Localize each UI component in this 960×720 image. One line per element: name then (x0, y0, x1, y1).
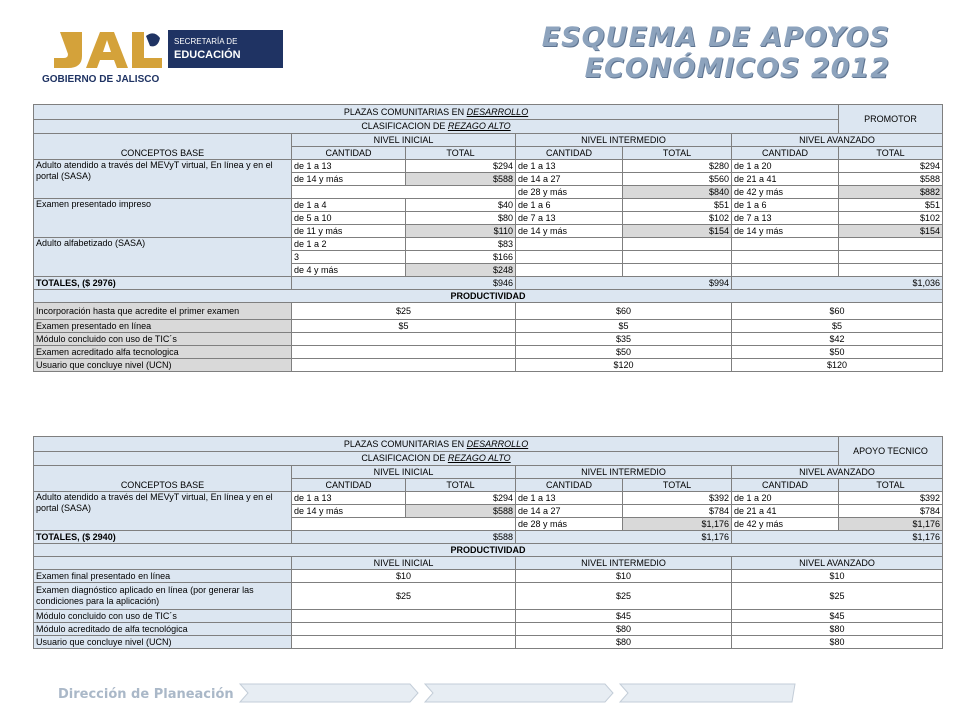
total-intermedio: $994 (516, 277, 732, 290)
table-cell: $51 (623, 199, 732, 212)
table-cell: de 1 a 6 (516, 199, 623, 212)
totals-row (34, 531, 943, 544)
table-cell: $102 (839, 212, 943, 225)
table-row (34, 570, 943, 583)
table-cell: Módulo acreditado de alfa tecnológica (34, 623, 292, 636)
logo-gobierno: GOBIERNO DE JALISCO (42, 74, 160, 85)
table-cell (623, 238, 732, 251)
table-cell: $60 (732, 303, 943, 320)
table-cell: Incorporación hasta que acredite el primer examen (34, 303, 292, 320)
table-cell: $80 (516, 636, 732, 649)
table-cell: $51 (839, 199, 943, 212)
table-cell: de 14 y más (732, 225, 839, 238)
conceptos-header: CONCEPTOS BASE (34, 466, 292, 492)
total-avanzado: $1,176 (732, 531, 943, 544)
table-cell (516, 238, 623, 251)
table-cell: de 14 a 27 (516, 505, 623, 518)
table-row (34, 238, 943, 251)
table-cell (732, 264, 839, 277)
conceptos-header: CONCEPTOS BASE (34, 134, 292, 160)
table-cell: $882 (839, 186, 943, 199)
table-cell: $784 (623, 505, 732, 518)
table-cell: $5 (292, 320, 516, 333)
cantidad-header: CANTIDAD (516, 479, 623, 492)
table-cell (292, 636, 516, 649)
table-cell: $10 (516, 570, 732, 583)
table-cell: $294 (839, 160, 943, 173)
table-cell: $10 (292, 570, 516, 583)
total-avanzado: $1,036 (732, 277, 943, 290)
table-cell: $35 (516, 333, 732, 346)
table-cell: $50 (516, 346, 732, 359)
cantidad-header: CANTIDAD (292, 147, 406, 160)
table-cell: Examen presentado en línea (34, 320, 292, 333)
table-cell: $166 (406, 251, 516, 264)
clasificacion-header: CLASIFICACION DE REZAGO ALTO (34, 452, 839, 466)
table-cell: $392 (839, 492, 943, 505)
table-cell: $248 (406, 264, 516, 277)
table-cell: $60 (516, 303, 732, 320)
table-cell: de 21 a 41 (732, 505, 839, 518)
logo-secretaria: SECRETARÍA DE (174, 37, 238, 46)
nivel-inicial-header: NIVEL INICIAL (292, 134, 516, 147)
table-cell: $392 (623, 492, 732, 505)
table-row (34, 610, 943, 623)
total-header: TOTAL (406, 147, 516, 160)
table-cell (292, 623, 516, 636)
total-header: TOTAL (839, 479, 943, 492)
table-cell: $154 (839, 225, 943, 238)
table-cell: $280 (623, 160, 732, 173)
title-line-2: ECONÓMICOS 2012 (584, 53, 890, 84)
table-cell (839, 251, 943, 264)
logo-educacion: EDUCACIÓN (174, 49, 241, 61)
table-cell (516, 251, 623, 264)
table-cell: $5 (732, 320, 943, 333)
total-header: TOTAL (623, 479, 732, 492)
table-cell (732, 251, 839, 264)
table-cell (623, 251, 732, 264)
productividad-header: PRODUCTIVIDAD (34, 290, 943, 303)
table-cell: Examen diagnóstico aplicado en línea (por generar las condiciones para la aplicación) (34, 583, 292, 610)
page-title (542, 22, 890, 84)
table-cell (292, 346, 516, 359)
table-row (34, 623, 943, 636)
totales-label: TOTALES, ($ 2976) (34, 277, 292, 290)
table-cell: de 14 y más (292, 173, 406, 186)
nivel-intermedio-header: NIVEL INTERMEDIO (516, 557, 732, 570)
table-cell: de 1 a 20 (732, 160, 839, 173)
table-cell: $120 (732, 359, 943, 372)
table-cell: de 28 y más (516, 186, 623, 199)
table-cell: de 42 y más (732, 186, 839, 199)
table-cell: Examen acreditado alfa tecnologica (34, 346, 292, 359)
concept-adulto-alfabetizado: Adulto alfabetizado (SASA) (34, 238, 292, 277)
plazas-header: PLAZAS COMUNITARIAS EN DESARROLLO (34, 437, 839, 452)
total-intermedio: $1,176 (516, 531, 732, 544)
table-cell: $45 (732, 610, 943, 623)
table-cell: $42 (732, 333, 943, 346)
total-header: TOTAL (623, 147, 732, 160)
nivel-avanzado-header: NIVEL AVANZADO (732, 557, 943, 570)
table-cell: de 1 a 20 (732, 492, 839, 505)
role-header: PROMOTOR (839, 105, 943, 134)
table-cell: 3 (292, 251, 406, 264)
table-cell: de 21 a 41 (732, 173, 839, 186)
table-cell: $83 (406, 238, 516, 251)
table-cell: $45 (516, 610, 732, 623)
table-row (34, 583, 943, 610)
totals-row (34, 277, 943, 290)
table-cell: $102 (623, 212, 732, 225)
table-cell: Examen final presentado en línea (34, 570, 292, 583)
table-row (34, 303, 943, 320)
total-inicial: $588 (292, 531, 516, 544)
table-cell: $50 (732, 346, 943, 359)
table-cell: $25 (292, 303, 516, 320)
table-cell: de 11 y más (292, 225, 406, 238)
table-cell: de 28 y más (516, 518, 623, 531)
table-cell: $588 (839, 173, 943, 186)
concept-examen-impreso: Examen presentado impreso (34, 199, 292, 238)
nivel-intermedio-header: NIVEL INTERMEDIO (516, 134, 732, 147)
productividad-header: PRODUCTIVIDAD (34, 544, 943, 557)
table-cell: de 7 a 13 (732, 212, 839, 225)
table-cell: $10 (732, 570, 943, 583)
table-cell: de 1 a 4 (292, 199, 406, 212)
table-cell (34, 557, 292, 570)
table-cell (292, 186, 516, 199)
footer-text: Dirección de Planeación (58, 687, 234, 702)
table-cell: $120 (516, 359, 732, 372)
table-cell: $1,176 (623, 518, 732, 531)
table-cell: $588 (406, 173, 516, 186)
table-cell: de 14 y más (292, 505, 406, 518)
table-row (34, 346, 943, 359)
table-row (34, 199, 943, 212)
table-cell: Usuario que concluye nivel (UCN) (34, 636, 292, 649)
table-row (34, 359, 943, 372)
nivel-inicial-header: NIVEL INICIAL (292, 557, 516, 570)
table-row (34, 333, 943, 346)
table-cell: de 1 a 2 (292, 238, 406, 251)
table-cell: Módulo concluido con uso de TIC´s (34, 333, 292, 346)
table-cell: $5 (516, 320, 732, 333)
concept-adulto-atendido: Adulto atendido a través del MEVyT virtual, En línea y en el portal (SASA) (34, 492, 292, 531)
table-cell: $25 (516, 583, 732, 610)
table-cell: de 1 a 13 (292, 492, 406, 505)
table-cell: de 42 y más (732, 518, 839, 531)
table-cell: de 1 a 13 (292, 160, 406, 173)
table-cell: $1,176 (839, 518, 943, 531)
title-line-1: ESQUEMA DE APOYOS (541, 22, 890, 53)
table-cell: $80 (516, 623, 732, 636)
total-header: TOTAL (406, 479, 516, 492)
table-cell: $588 (406, 505, 516, 518)
plazas-header: PLAZAS COMUNITARIAS EN DESARROLLO (34, 105, 839, 120)
table-row (34, 320, 943, 333)
table-cell: $294 (406, 492, 516, 505)
table-cell: $560 (623, 173, 732, 186)
concept-adulto-atendido: Adulto atendido a través del MEVyT virtual, En línea y en el portal (SASA) (34, 160, 292, 199)
cantidad-header: CANTIDAD (732, 147, 839, 160)
table-cell: $80 (406, 212, 516, 225)
table-cell: $40 (406, 199, 516, 212)
total-header: TOTAL (839, 147, 943, 160)
cantidad-header: CANTIDAD (732, 479, 839, 492)
table-cell: Módulo concluido con uso de TIC´s (34, 610, 292, 623)
table-cell: $110 (406, 225, 516, 238)
cantidad-header: CANTIDAD (516, 147, 623, 160)
table-cell (732, 238, 839, 251)
table-cell: de 7 a 13 (516, 212, 623, 225)
table-cell: Usuario que concluye nivel (UCN) (34, 359, 292, 372)
table-cell: $154 (623, 225, 732, 238)
totales-label: TOTALES, ($ 2940) (34, 531, 292, 544)
jalisco-logo (40, 26, 285, 86)
table-cell: de 1 a 6 (732, 199, 839, 212)
table-cell (839, 264, 943, 277)
total-inicial: $946 (292, 277, 516, 290)
table-cell (292, 359, 516, 372)
table-cell (516, 264, 623, 277)
table-cell: $25 (732, 583, 943, 610)
table-cell: de 1 a 13 (516, 160, 623, 173)
table-cell: de 14 y más (516, 225, 623, 238)
table-cell (292, 333, 516, 346)
table-cell: de 14 a 27 (516, 173, 623, 186)
nivel-avanzado-header: NIVEL AVANZADO (732, 134, 943, 147)
cantidad-header: CANTIDAD (292, 479, 406, 492)
clasificacion-header: CLASIFICACION DE REZAGO ALTO (34, 120, 839, 134)
table-cell (292, 518, 516, 531)
table-cell (623, 264, 732, 277)
table-cell: $784 (839, 505, 943, 518)
table-cell (839, 238, 943, 251)
table-cell: $294 (406, 160, 516, 173)
table-cell: de 4 y más (292, 264, 406, 277)
table-cell (292, 610, 516, 623)
apoyo-tecnico-table (33, 436, 943, 649)
role-header: APOYO TECNICO (839, 437, 943, 466)
nivel-avanzado-header: NIVEL AVANZADO (732, 466, 943, 479)
table-row (34, 636, 943, 649)
table-cell: de 1 a 13 (516, 492, 623, 505)
table-cell: $80 (732, 623, 943, 636)
table-cell: $80 (732, 636, 943, 649)
promotor-table (33, 104, 943, 372)
nivel-intermedio-header: NIVEL INTERMEDIO (516, 466, 732, 479)
table-cell: $840 (623, 186, 732, 199)
table-row (34, 492, 943, 505)
table-cell: $25 (292, 583, 516, 610)
table-cell: de 5 a 10 (292, 212, 406, 225)
nivel-inicial-header: NIVEL INICIAL (292, 466, 516, 479)
table-row (34, 160, 943, 173)
